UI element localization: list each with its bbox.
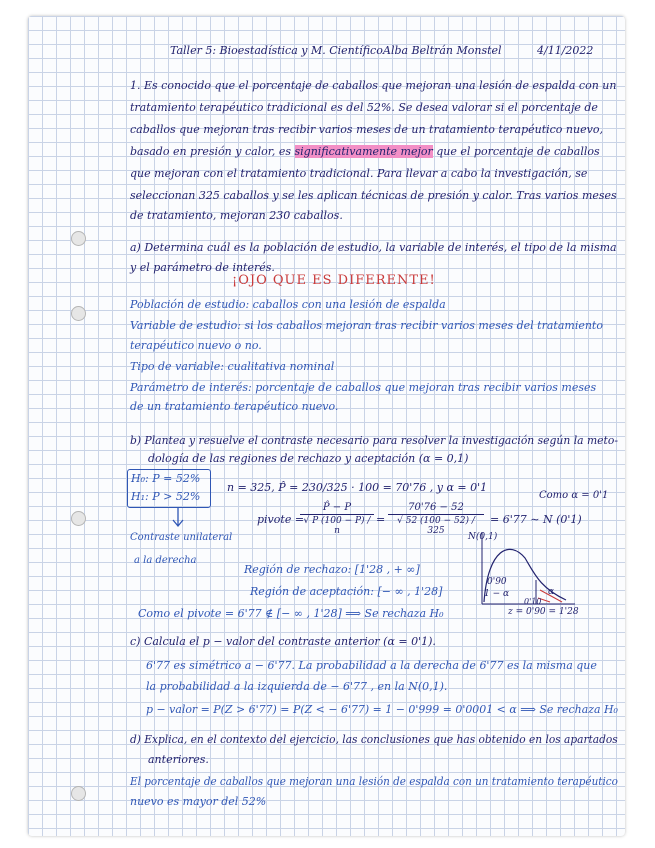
- area-right-value: 0'10: [524, 597, 542, 606]
- pivote-result: = 6'77 ∼ N (0'1): [490, 513, 582, 526]
- binder-hole: [71, 786, 86, 801]
- author-name: Alba Beltrán Monstel: [383, 44, 502, 57]
- binder-hole: [71, 306, 86, 321]
- q1-line-3: caballos que mejoran tras recibir varios meses de un tratamiento terapéutico nuevo,: [130, 123, 603, 136]
- q1-line-2: tratamiento terapéutico tradicional es del 52%. Se desea valorar si el porcentaje de: [130, 101, 598, 114]
- q1-line-4-start: basado en presión y calor, es: [130, 145, 291, 158]
- q1-line-4: [130, 144, 600, 159]
- qd-question-1: d) Explica, en el contexto del ejercicio, las conclusiones que has obtenido en los apartados: [130, 733, 618, 746]
- qa-answer-6: de un tratamiento terapéutico nuevo.: [130, 400, 339, 413]
- equals-sign: =: [376, 513, 386, 526]
- pivote-fraction: [300, 502, 374, 536]
- value-numerator: 70'76 − 52: [408, 502, 464, 513]
- area-right-alpha: α: [548, 587, 555, 597]
- page-title: Taller 5: Bioestadística y M. Científico: [170, 44, 383, 57]
- qb-conclusion: Como el pivote = 6'77 ∉ [− ∞ , 1'28] ⟹ Se rechaza H₀: [138, 607, 444, 620]
- fraction-denominator: √ P (100 − P) / n: [303, 516, 371, 536]
- qa-question-1: a) Determina cuál es la población de estudio, la variable de interés, el tipo de la misma: [130, 241, 617, 254]
- side-note-2: a la derecha: [134, 555, 197, 566]
- qa-answer-3: terapéutico nuevo o no.: [130, 339, 262, 352]
- rejection-region: Región de rechazo: [1'28 , + ∞]: [244, 563, 420, 576]
- qd-answer-1: El porcentaje de caballos que mejoran una lesión de espalda con un tratamiento terapéutico: [130, 775, 618, 788]
- qd-question-2: anteriores.: [148, 753, 209, 766]
- date: 4/11/2022: [537, 44, 594, 57]
- warning-note: ¡OJO QUE ES DIFERENTE!: [232, 273, 436, 288]
- alpha-note: Como α = 0'1: [539, 490, 609, 501]
- binder-hole: [71, 511, 86, 526]
- highlighted-text: significativamente mejor: [294, 145, 433, 158]
- q1-line-6: seleccionan 325 caballos y se les aplican técnicas de presión y calor. Tras varios meses: [130, 189, 617, 202]
- value-denominator: √ 52 (100 − 52) / 325: [397, 516, 475, 536]
- qa-answer-1: Población de estudio: caballos con una lesión de espalda: [130, 298, 446, 311]
- binder-hole: [71, 231, 86, 246]
- qa-answer-4: Tipo de variable: cualitativa nominal: [130, 360, 335, 373]
- qb-question-2: dología de las regiones de rechazo y aceptación (α = 0,1): [148, 452, 469, 465]
- q1-line-7: de tratamiento, mejoran 230 caballos.: [130, 209, 343, 222]
- q1-line-1: 1. Es conocido que el porcentaje de caballos que mejoran una lesión de espalda con un: [130, 79, 617, 92]
- fraction-numerator: P̂ − P: [322, 502, 352, 513]
- down-arrow-icon: [160, 507, 190, 529]
- qa-answer-5: Parámetro de interés: porcentaje de caballos que mejoran tras recibir varios meses: [130, 381, 597, 394]
- side-note-1: Contraste unilateral: [130, 532, 233, 543]
- null-hypothesis: H₀: P = 52%: [131, 472, 201, 485]
- q1-line-4-end: que el porcentaje de caballos: [436, 145, 600, 158]
- qc-question: c) Calcula el p − valor del contraste anterior (α = 0'1).: [130, 635, 436, 648]
- z-critical-label: z = 0'90 = 1'28: [508, 607, 579, 617]
- curve-label: N(0,1): [468, 532, 498, 542]
- qb-question-1: b) Plantea y resuelve el contraste necesario para resolver la investigación según la meto-: [130, 434, 618, 447]
- alt-hypothesis: H₁: P > 52%: [131, 490, 201, 503]
- area-left-value: 0'90: [487, 577, 507, 587]
- qa-question-2: y el parámetro de interés.: [130, 261, 275, 274]
- qc-line-2: la probabilidad a la izquierda de − 6'77 , en la N(0,1).: [146, 680, 448, 693]
- qa-answer-2: Variable de estudio: si los caballos mejoran tras recibir varios meses del tratamiento: [130, 319, 603, 332]
- given-values: n = 325, P̂ = 230/325 · 100 = 70'76 , y α = 0'1: [227, 481, 488, 494]
- pivote-label: pivote =: [257, 513, 305, 526]
- area-left-formula: 1 − α: [484, 589, 510, 599]
- qd-answer-2: nuevo es mayor del 52%: [130, 795, 267, 808]
- acceptance-region: Región de aceptación: [− ∞ , 1'28]: [250, 585, 443, 598]
- qc-line-1: 6'77 es simétrico a − 6'77. La probabilidad a la derecha de 6'77 es la misma que: [146, 659, 597, 672]
- qc-line-3: p − valor = P(Z > 6'77) = P(Z < − 6'77) = 1 − 0'999 = 0'0001 < α ⟹ Se rechaza H₀: [146, 703, 618, 716]
- q1-line-5: que mejoran con el tratamiento tradicional. Para llevar a cabo la investigación, se: [130, 167, 588, 180]
